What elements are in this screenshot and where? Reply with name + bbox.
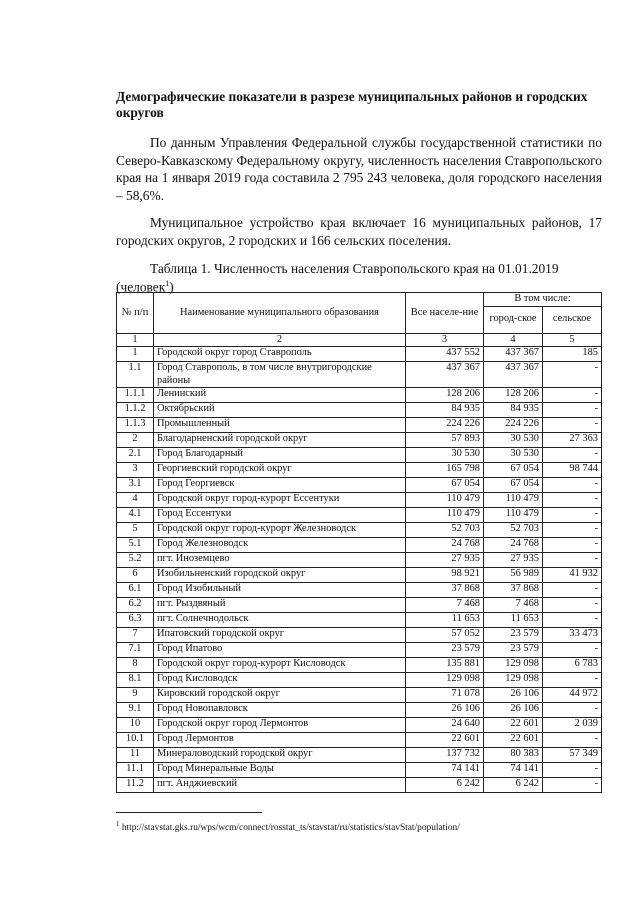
row-total: 11 653 <box>406 613 484 628</box>
row-total: 110 479 <box>406 508 484 523</box>
row-total: 67 054 <box>406 478 484 493</box>
row-rural: - <box>543 733 602 748</box>
row-name: пгт. Иноземцево <box>154 553 406 568</box>
row-name: пгт. Анджиевский <box>154 778 406 793</box>
index-cell: 5 <box>543 333 602 347</box>
row-rural: - <box>543 388 602 403</box>
index-cell: 2 <box>154 333 406 347</box>
row-name: Город Железноводск <box>154 538 406 553</box>
row-urban: 129 098 <box>484 658 543 673</box>
row-urban: 22 601 <box>484 733 543 748</box>
row-total: 52 703 <box>406 523 484 538</box>
table-row <box>117 733 602 748</box>
row-urban: 128 206 <box>484 388 543 403</box>
row-name: Город Кисловодск <box>154 673 406 688</box>
row-total: 137 732 <box>406 748 484 763</box>
column-index-row <box>117 333 602 347</box>
table-row <box>117 538 602 553</box>
row-rural: - <box>543 493 602 508</box>
row-number: 4.1 <box>117 508 154 523</box>
row-name: Минераловодский городской округ <box>154 748 406 763</box>
table-row <box>117 628 602 643</box>
row-name: Городской округ город-курорт Кисловодск <box>154 658 406 673</box>
header-urban: город-ское <box>484 306 543 333</box>
row-total: 437 367 <box>406 362 484 388</box>
row-urban: 110 479 <box>484 508 543 523</box>
table-row <box>117 388 602 403</box>
header-rural: сельское <box>543 306 602 333</box>
row-total: 7 468 <box>406 598 484 613</box>
row-number: 1.1.1 <box>117 388 154 403</box>
row-rural: - <box>543 778 602 793</box>
row-number: 11 <box>117 748 154 763</box>
row-total: 98 921 <box>406 568 484 583</box>
row-name: Город Ставрополь, в том числе внутригородские районы <box>154 362 406 388</box>
row-number: 7.1 <box>117 643 154 658</box>
row-urban: 26 106 <box>484 703 543 718</box>
table-row <box>117 523 602 538</box>
header-group: В том числе: <box>484 293 602 307</box>
table-row <box>117 688 602 703</box>
row-total: 57 052 <box>406 628 484 643</box>
row-name: Город Ипатово <box>154 643 406 658</box>
row-number: 5.2 <box>117 553 154 568</box>
row-rural: - <box>543 763 602 778</box>
row-total: 30 530 <box>406 448 484 463</box>
row-name: Город Изобильный <box>154 583 406 598</box>
table-row <box>117 583 602 598</box>
table-row <box>117 463 602 478</box>
row-total: 128 206 <box>406 388 484 403</box>
row-number: 8 <box>117 658 154 673</box>
row-number: 1.1.2 <box>117 403 154 418</box>
row-total: 6 242 <box>406 778 484 793</box>
row-total: 135 881 <box>406 658 484 673</box>
row-urban: 56 989 <box>484 568 543 583</box>
row-number: 9 <box>117 688 154 703</box>
row-number: 1.1.3 <box>117 418 154 433</box>
population-table <box>116 292 602 793</box>
row-name: Георгиевский городской округ <box>154 463 406 478</box>
row-total: 165 798 <box>406 463 484 478</box>
footnote-mark: 1 <box>116 820 120 828</box>
row-name: пгт. Солнечнодольск <box>154 613 406 628</box>
row-urban: 30 530 <box>484 433 543 448</box>
row-number: 3 <box>117 463 154 478</box>
row-rural: - <box>543 478 602 493</box>
row-number: 2.1 <box>117 448 154 463</box>
row-number: 9.1 <box>117 703 154 718</box>
row-urban: 7 468 <box>484 598 543 613</box>
header-num: № п/п <box>117 293 154 334</box>
row-rural: 27 363 <box>543 433 602 448</box>
row-rural: - <box>543 613 602 628</box>
row-urban: 74 141 <box>484 763 543 778</box>
row-name: Городской округ город-курорт Ессентуки <box>154 493 406 508</box>
row-rural: 57 349 <box>543 748 602 763</box>
footnote-url: http://stavstat.gks.ru/wps/wcm/connect/rosstat_ts/stavstat/ru/statistics/stavStat/population/ <box>119 823 460 834</box>
table-row <box>117 763 602 778</box>
row-name: Октябрьский <box>154 403 406 418</box>
row-number: 10.1 <box>117 733 154 748</box>
row-rural: 98 744 <box>543 463 602 478</box>
section-heading: Демографические показатели в разрезе муниципальных районов и городских округов <box>116 89 588 120</box>
row-name: Ипатовский городской округ <box>154 628 406 643</box>
footnote <box>116 818 616 834</box>
row-name: Город Минеральные Воды <box>154 763 406 778</box>
row-rural: - <box>543 703 602 718</box>
row-rural: - <box>543 553 602 568</box>
header-name: Наименование муниципального образования <box>154 293 406 334</box>
table-caption <box>116 261 606 294</box>
row-total: 24 640 <box>406 718 484 733</box>
row-rural: - <box>543 598 602 613</box>
row-rural: - <box>543 523 602 538</box>
row-total: 84 935 <box>406 403 484 418</box>
row-number: 5.1 <box>117 538 154 553</box>
row-total: 57 893 <box>406 433 484 448</box>
row-name: Городской округ город Лермонтов <box>154 718 406 733</box>
row-rural: - <box>543 362 602 388</box>
table-row <box>117 362 602 388</box>
row-total: 27 935 <box>406 553 484 568</box>
row-urban: 6 242 <box>484 778 543 793</box>
header-total: Все населе-ние <box>406 293 484 334</box>
row-urban: 52 703 <box>484 523 543 538</box>
row-total: 110 479 <box>406 493 484 508</box>
row-rural: 41 932 <box>543 568 602 583</box>
table-caption-close: ) <box>169 279 174 295</box>
table-row <box>117 643 602 658</box>
index-cell: 3 <box>406 333 484 347</box>
index-cell: 4 <box>484 333 543 347</box>
table-row <box>117 553 602 568</box>
table-row <box>117 493 602 508</box>
row-urban: 37 868 <box>484 583 543 598</box>
row-rural: - <box>543 508 602 523</box>
row-urban: 110 479 <box>484 493 543 508</box>
row-total: 26 106 <box>406 703 484 718</box>
row-urban: 11 653 <box>484 613 543 628</box>
row-total: 74 141 <box>406 763 484 778</box>
row-rural: 44 972 <box>543 688 602 703</box>
table-row <box>117 613 602 628</box>
row-rural: 2 039 <box>543 718 602 733</box>
table-row <box>117 403 602 418</box>
footnote-separator <box>116 812 262 813</box>
row-total: 129 098 <box>406 673 484 688</box>
row-rural: - <box>543 673 602 688</box>
table-row <box>117 703 602 718</box>
row-name: Город Георгиевск <box>154 478 406 493</box>
row-rural: 33 473 <box>543 628 602 643</box>
table-row <box>117 347 602 362</box>
table-row <box>117 778 602 793</box>
row-name: Город Лермонтов <box>154 733 406 748</box>
table-row <box>117 748 602 763</box>
paragraph-population: По данным Управления Федеральной службы государственной статистики по Северо-Кавказскому Федеральному округу, численность населения Ставропольского края на 1 января 2019 года составила 2 795 243 человека, доля городского населения – 58,6%. <box>116 135 602 203</box>
row-urban: 80 383 <box>484 748 543 763</box>
row-rural: - <box>543 403 602 418</box>
row-urban: 224 226 <box>484 418 543 433</box>
row-number: 8.1 <box>117 673 154 688</box>
row-urban: 129 098 <box>484 673 543 688</box>
row-rural: 6 783 <box>543 658 602 673</box>
row-urban: 26 106 <box>484 688 543 703</box>
row-number: 5 <box>117 523 154 538</box>
row-number: 1.1 <box>117 362 154 388</box>
row-number: 11.1 <box>117 763 154 778</box>
table-row <box>117 568 602 583</box>
row-urban: 67 054 <box>484 463 543 478</box>
row-urban: 84 935 <box>484 403 543 418</box>
row-number: 11.2 <box>117 778 154 793</box>
row-name: Город Благодарный <box>154 448 406 463</box>
row-total: 437 552 <box>406 347 484 362</box>
row-number: 7 <box>117 628 154 643</box>
table-body <box>117 347 602 793</box>
row-name: Городской округ город-курорт Железноводск <box>154 523 406 538</box>
table-row <box>117 718 602 733</box>
row-urban: 22 601 <box>484 718 543 733</box>
row-rural: - <box>543 418 602 433</box>
row-name: Благодарненский городской округ <box>154 433 406 448</box>
row-number: 1 <box>117 347 154 362</box>
row-rural: - <box>543 643 602 658</box>
table-row <box>117 478 602 493</box>
row-urban: 437 367 <box>484 362 543 388</box>
row-total: 23 579 <box>406 643 484 658</box>
table-row <box>117 508 602 523</box>
row-total: 24 768 <box>406 538 484 553</box>
row-name: Изобильненский городской округ <box>154 568 406 583</box>
row-urban: 437 367 <box>484 347 543 362</box>
row-number: 4 <box>117 493 154 508</box>
table-caption-text: Таблица 1. Численность населения Ставропольского края на 01.01.2019 (человек <box>116 261 559 295</box>
table-row <box>117 448 602 463</box>
row-number: 6.1 <box>117 583 154 598</box>
row-total: 37 868 <box>406 583 484 598</box>
table-row <box>117 598 602 613</box>
row-name: Город Ессентуки <box>154 508 406 523</box>
row-name: Город Новопавловск <box>154 703 406 718</box>
row-urban: 27 935 <box>484 553 543 568</box>
row-rural: 185 <box>543 347 602 362</box>
table-row <box>117 673 602 688</box>
table-row <box>117 433 602 448</box>
row-number: 6 <box>117 568 154 583</box>
row-urban: 30 530 <box>484 448 543 463</box>
row-name: Городской округ город Ставрополь <box>154 347 406 362</box>
row-name: пгт. Рыздвяный <box>154 598 406 613</box>
table-row <box>117 418 602 433</box>
index-cell: 1 <box>117 333 154 347</box>
row-total: 71 078 <box>406 688 484 703</box>
row-total: 224 226 <box>406 418 484 433</box>
row-number: 3.1 <box>117 478 154 493</box>
row-urban: 67 054 <box>484 478 543 493</box>
row-name: Кировский городской округ <box>154 688 406 703</box>
row-rural: - <box>543 538 602 553</box>
footnote-reference: 1 <box>165 279 170 288</box>
row-rural: - <box>543 448 602 463</box>
row-number: 6.3 <box>117 613 154 628</box>
row-urban: 23 579 <box>484 628 543 643</box>
row-number: 10 <box>117 718 154 733</box>
row-rural: - <box>543 583 602 598</box>
row-number: 2 <box>117 433 154 448</box>
paragraph-municipal-structure: Муниципальное устройство края включает 16 муниципальных районов, 17 городских округов, 2 городских и 166 сельских поселения. <box>116 215 602 248</box>
row-total: 22 601 <box>406 733 484 748</box>
row-urban: 24 768 <box>484 538 543 553</box>
table-row <box>117 658 602 673</box>
row-number: 6.2 <box>117 598 154 613</box>
row-name: Ленинский <box>154 388 406 403</box>
row-name: Промышленный <box>154 418 406 433</box>
row-urban: 23 579 <box>484 643 543 658</box>
